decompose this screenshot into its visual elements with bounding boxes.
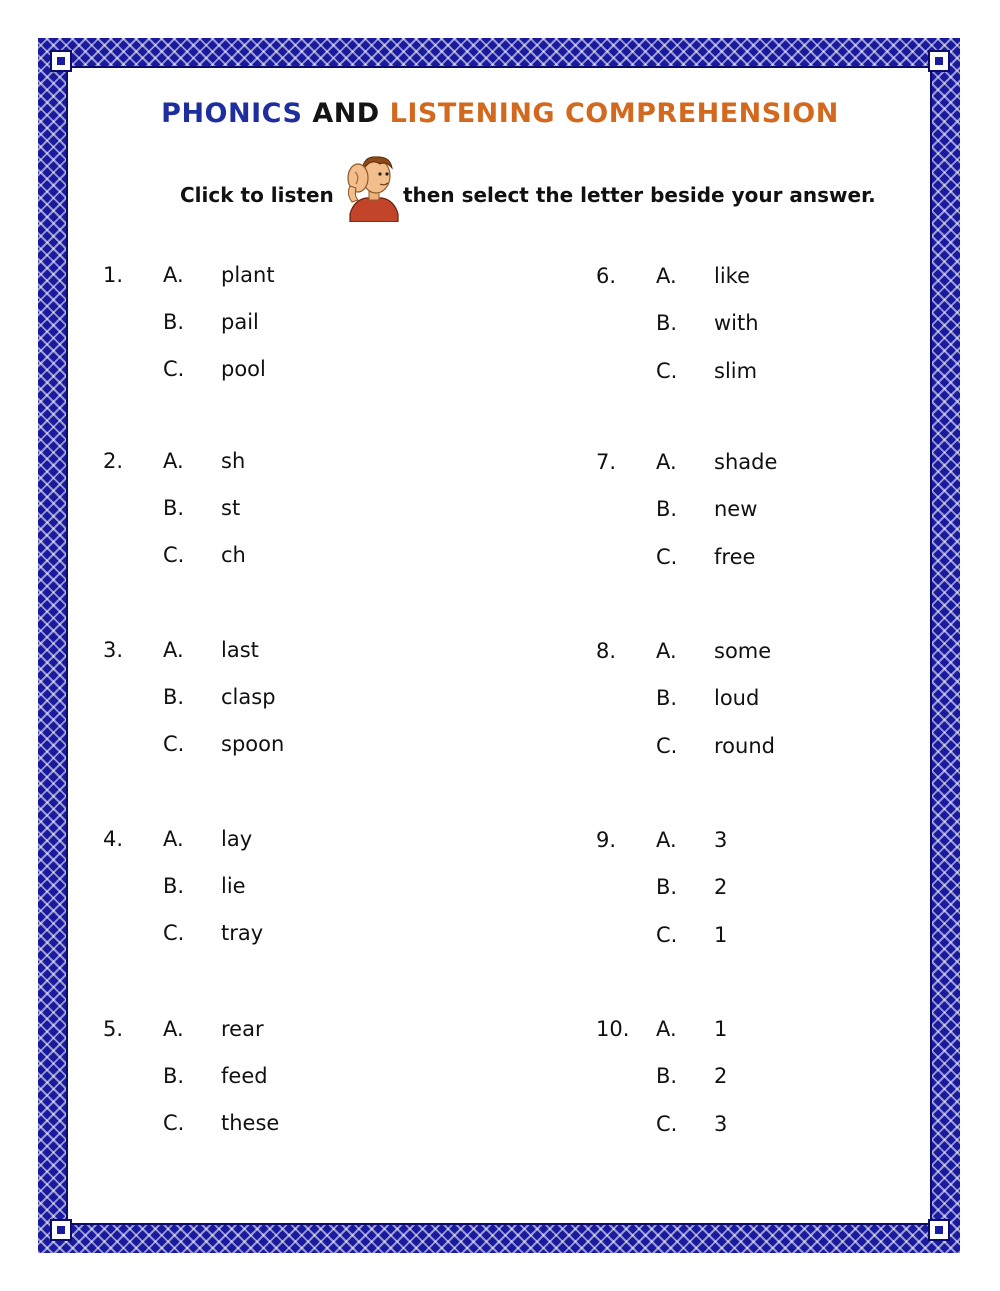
option-letter: C. — [656, 923, 678, 947]
border-corner-top-left — [50, 50, 72, 72]
option-letter: B. — [656, 1064, 678, 1088]
option-letter: B. — [656, 686, 678, 710]
option-letter: A. — [656, 828, 677, 852]
title-and: AND — [312, 98, 380, 129]
answer-option[interactable] — [656, 734, 896, 774]
question-number: 8. — [596, 639, 617, 663]
question-number: 9. — [596, 828, 617, 852]
answer-option[interactable] — [163, 449, 403, 489]
border-corner-bottom-left — [50, 1219, 72, 1241]
option-word: rear — [221, 1017, 264, 1041]
option-word: free — [714, 545, 756, 569]
option-word: clasp — [221, 685, 276, 709]
option-word: 1 — [714, 923, 728, 947]
option-word: sh — [221, 449, 246, 473]
answer-option[interactable] — [656, 264, 896, 304]
option-word: feed — [221, 1064, 268, 1088]
worksheet-title — [0, 98, 1000, 129]
option-letter: B. — [163, 685, 185, 709]
instructions — [180, 178, 900, 224]
answer-option[interactable] — [163, 1064, 403, 1104]
option-letter: C. — [163, 732, 185, 756]
option-letter: A. — [163, 1017, 184, 1041]
option-letter: B. — [163, 874, 185, 898]
answer-option[interactable] — [163, 921, 403, 961]
option-word: new — [714, 497, 758, 521]
option-letter: A. — [656, 264, 677, 288]
option-word: like — [714, 264, 751, 288]
option-letter: A. — [163, 638, 184, 662]
option-word: 2 — [714, 1064, 728, 1088]
question-number: 4. — [103, 827, 124, 851]
option-word: ch — [221, 543, 246, 567]
instruction-click-to-listen: Click to listen — [180, 183, 334, 207]
option-letter: C. — [656, 359, 678, 383]
question-number: 6. — [596, 264, 617, 288]
option-letter: A. — [163, 827, 184, 851]
answer-option[interactable] — [163, 496, 403, 536]
option-letter: A. — [163, 263, 184, 287]
option-letter: B. — [656, 311, 678, 335]
answer-option[interactable] — [656, 875, 896, 915]
option-letter: B. — [163, 1064, 185, 1088]
answer-option[interactable] — [163, 732, 403, 772]
border-corner-bottom-right — [928, 1219, 950, 1241]
option-letter: C. — [163, 921, 185, 945]
option-word: last — [221, 638, 259, 662]
option-word: plant — [221, 263, 275, 287]
title-phonics: PHONICS — [161, 98, 303, 129]
question-number: 7. — [596, 450, 617, 474]
answer-option[interactable] — [656, 497, 896, 537]
answer-option[interactable] — [656, 639, 896, 679]
answer-option[interactable] — [163, 357, 403, 397]
option-word: st — [221, 496, 241, 520]
option-word: slim — [714, 359, 758, 383]
option-word: 2 — [714, 875, 728, 899]
answer-option[interactable] — [163, 874, 403, 914]
option-letter: C. — [656, 545, 678, 569]
option-word: these — [221, 1111, 280, 1135]
option-letter: B. — [656, 497, 678, 521]
option-word: tray — [221, 921, 264, 945]
option-letter: C. — [163, 357, 185, 381]
answer-option[interactable] — [163, 827, 403, 867]
answer-option[interactable] — [656, 311, 896, 351]
option-word: lay — [221, 827, 253, 851]
answer-option[interactable] — [163, 310, 403, 350]
option-letter: C. — [656, 1112, 678, 1136]
question-number: 1. — [103, 263, 124, 287]
option-letter: A. — [656, 1017, 677, 1041]
option-word: 3 — [714, 1112, 728, 1136]
answer-option[interactable] — [656, 1017, 896, 1057]
instruction-select-letter: then select the letter beside your answer. — [403, 183, 876, 207]
option-letter: A. — [656, 450, 677, 474]
title-listening-comprehension: LISTENING COMPREHENSION — [389, 98, 839, 129]
answer-option[interactable] — [163, 263, 403, 303]
option-word: spoon — [221, 732, 285, 756]
option-letter: A. — [656, 639, 677, 663]
option-letter: C. — [163, 1111, 185, 1135]
option-word: lie — [221, 874, 246, 898]
answer-option[interactable] — [163, 1111, 403, 1151]
question-number: 10. — [596, 1017, 630, 1041]
option-word: 3 — [714, 828, 728, 852]
option-letter: C. — [163, 543, 185, 567]
answer-option[interactable] — [163, 638, 403, 678]
answer-option[interactable] — [163, 543, 403, 583]
listen-ear-icon[interactable] — [336, 152, 402, 222]
option-word: some — [714, 639, 772, 663]
option-word: shade — [714, 450, 778, 474]
answer-option[interactable] — [656, 545, 896, 585]
option-word: with — [714, 311, 759, 335]
answer-option[interactable] — [656, 923, 896, 963]
answer-option[interactable] — [656, 828, 896, 868]
answer-option[interactable] — [656, 686, 896, 726]
option-word: pool — [221, 357, 266, 381]
question-number: 3. — [103, 638, 124, 662]
border-corner-top-right — [928, 50, 950, 72]
answer-option[interactable] — [656, 1064, 896, 1104]
question-number: 5. — [103, 1017, 124, 1041]
option-letter: B. — [656, 875, 678, 899]
answer-option[interactable] — [656, 450, 896, 490]
answer-option[interactable] — [656, 359, 896, 399]
option-letter: B. — [163, 310, 185, 334]
question-number: 2. — [103, 449, 124, 473]
option-word: loud — [714, 686, 760, 710]
option-word: 1 — [714, 1017, 728, 1041]
option-word: round — [714, 734, 775, 758]
answer-option[interactable] — [656, 1112, 896, 1152]
option-letter: C. — [656, 734, 678, 758]
option-letter: A. — [163, 449, 184, 473]
option-letter: B. — [163, 496, 185, 520]
option-word: pail — [221, 310, 259, 334]
answer-option[interactable] — [163, 1017, 403, 1057]
answer-option[interactable] — [163, 685, 403, 725]
